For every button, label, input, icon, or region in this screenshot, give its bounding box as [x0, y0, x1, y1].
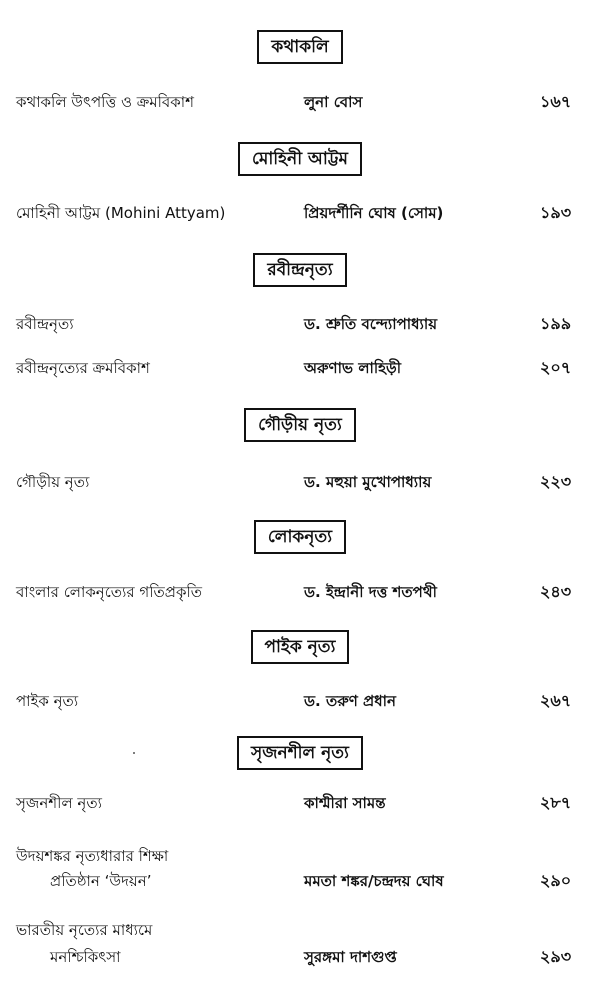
entry-author: ড. তরুণ প্রধান [304, 692, 396, 710]
toc-entry [0, 689, 600, 715]
entry-page-number: ২৯৩ [540, 947, 572, 966]
entry-title: উদয়শঙ্কর নৃত্যধারার শিক্ষা [16, 847, 169, 865]
entry-page-number: ২৮৭ [540, 793, 572, 812]
entry-page-number: ১৯৩ [540, 203, 572, 222]
entry-page-number: ১৬৭ [540, 92, 572, 111]
entry-title: বাংলার লোকনৃত্যের গতিপ্রকৃতি [16, 583, 203, 601]
section-title: সৃজনশীল নৃত্য [237, 736, 363, 770]
toc-entry [0, 918, 600, 944]
entry-page-number: ১৯৯ [540, 314, 572, 333]
section-heading-rabindranritya [0, 253, 600, 287]
section-title: কথাকলি [257, 30, 342, 64]
entry-author: ড. ইন্দ্রানী দত্ত শতপথী [304, 583, 437, 601]
toc-entry [0, 470, 600, 496]
entry-title: ভারতীয় নৃত্যের মাধ্যমে [16, 921, 153, 939]
entry-author: প্রিয়দর্শীনি ঘোষ (সোম) [304, 204, 444, 222]
entry-title: সৃজনশীল নৃত্য [16, 794, 102, 812]
toc-entry-continued [0, 945, 600, 971]
entry-author: সুরঙ্গমা দাশগুপ্ত [304, 948, 397, 966]
entry-author: কাশ্মীরা সামন্ত [304, 794, 386, 812]
entry-author: মমতা শঙ্কর/চন্দ্রদয় ঘোষ [304, 872, 444, 890]
entry-title: পাইক নৃত্য [16, 692, 79, 710]
toc-entry [0, 580, 600, 606]
section-title: গৌড়ীয় নৃত্য [244, 408, 356, 442]
section-heading-mohiniattam [0, 142, 600, 176]
entry-title: মোহিনী আট্টম (Mohini Attyam) [16, 204, 226, 222]
entry-page-number: ২৬৭ [540, 691, 572, 710]
toc-entry [0, 844, 600, 870]
entry-title-line2: মনশ্চিকিৎসা [50, 948, 121, 966]
section-title: লোকনৃত্য [254, 520, 346, 554]
section-heading-srijanshil-nritya [0, 736, 600, 770]
toc-entry [0, 90, 600, 116]
section-title: রবীন্দ্রনৃত্য [253, 253, 346, 287]
section-title: মোহিনী আট্টম [238, 142, 362, 176]
section-heading-loknritya [0, 520, 600, 554]
entry-page-number: ২৪৩ [540, 582, 572, 601]
toc-entry [0, 356, 600, 382]
entry-author: লুনা বোস [304, 93, 363, 111]
toc-entry [0, 201, 600, 227]
entry-title: রবীন্দ্রনৃত্যের ক্রমবিকাশ [16, 359, 150, 377]
entry-title: কথাকলি উৎপত্তি ও ক্রমবিকাশ [16, 93, 194, 111]
section-heading-paik-nritya [0, 630, 600, 664]
section-heading-kathakali [0, 30, 600, 64]
section-heading-gaudiya-nritya [0, 408, 600, 442]
entry-page-number: ২৯০ [540, 871, 572, 890]
section-title: পাইক নৃত্য [251, 630, 350, 664]
entry-author: অরুণাভ লাহিড়ী [304, 359, 402, 377]
entry-author: ড. মহুয়া মুখোপাধ্যায় [304, 473, 432, 491]
entry-title-line2: প্রতিষ্ঠান ‘উদয়ন’ [50, 872, 152, 890]
entry-page-number: ২২৩ [540, 472, 572, 491]
toc-entry-continued [0, 869, 600, 895]
entry-title: রবীন্দ্রনৃত্য [16, 315, 74, 333]
entry-title: গৌড়ীয় নৃত্য [16, 473, 90, 491]
toc-entry [0, 791, 600, 817]
toc-entry [0, 312, 600, 338]
entry-author: ড. শ্রুতি বন্দ্যোপাধ্যায় [304, 315, 438, 333]
entry-page-number: ২০৭ [540, 358, 572, 377]
